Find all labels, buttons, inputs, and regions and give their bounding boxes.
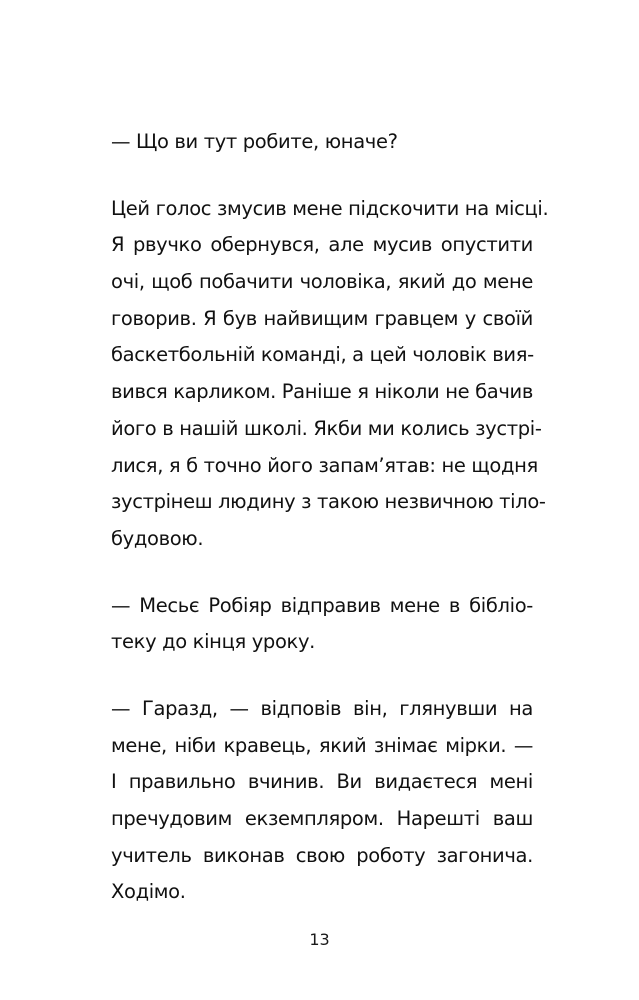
text-line: говорив. Я був найвищим гравцем у своїй xyxy=(111,306,533,330)
text-line: — Месьє Робіяр відправив мене в бібліо- xyxy=(111,593,533,617)
text-line: учитель виконав свою роботу загонича. xyxy=(111,843,533,867)
paragraph-question xyxy=(111,124,533,161)
text-line: лися, я б точно його запам’ятав: не щодня xyxy=(111,453,538,477)
text-line: Ходімо. xyxy=(111,880,186,904)
text-line: теку до кінця уроку. xyxy=(111,630,315,654)
text-line: І правильно вчинив. Ви видаєтеся мені xyxy=(111,770,533,794)
paragraph-narration xyxy=(111,191,549,558)
text-line: пречудовим екземпляром. Нарешті ваш xyxy=(111,807,533,830)
text-line: баскетбольній команді, а цей чоловік вия- xyxy=(111,343,534,367)
page-number: 13 xyxy=(309,930,330,949)
text-line: очі, щоб побачити чоловіка, який до мене xyxy=(111,270,533,294)
body-text xyxy=(111,124,549,911)
text-line: Я рвучко обернувся, але мусив опустити xyxy=(111,233,533,257)
paragraph-gap xyxy=(111,661,533,691)
text-line: — Що ви тут робите, юначе? xyxy=(111,130,398,153)
paragraph-gap xyxy=(111,558,533,588)
text-line: Цей голос змусив мене підскочити на місці. xyxy=(111,196,549,220)
paragraph-gap xyxy=(111,161,533,191)
text-line: зустрінеш людину з такою незвичною тіло- xyxy=(111,490,546,514)
text-line: — Гаразд, — відповів він, глянувши на xyxy=(111,696,533,720)
text-line: мене, ніби кравець, який знімає мірки. — xyxy=(111,733,533,757)
paragraph-answer xyxy=(111,691,533,911)
text-line: будовою. xyxy=(111,526,204,550)
text-line: вився карликом. Раніше я ніколи не бачив xyxy=(111,380,534,404)
text-line: його в нашій школі. Якби ми колись зустрі- xyxy=(111,416,542,440)
paragraph-reply xyxy=(111,588,533,661)
